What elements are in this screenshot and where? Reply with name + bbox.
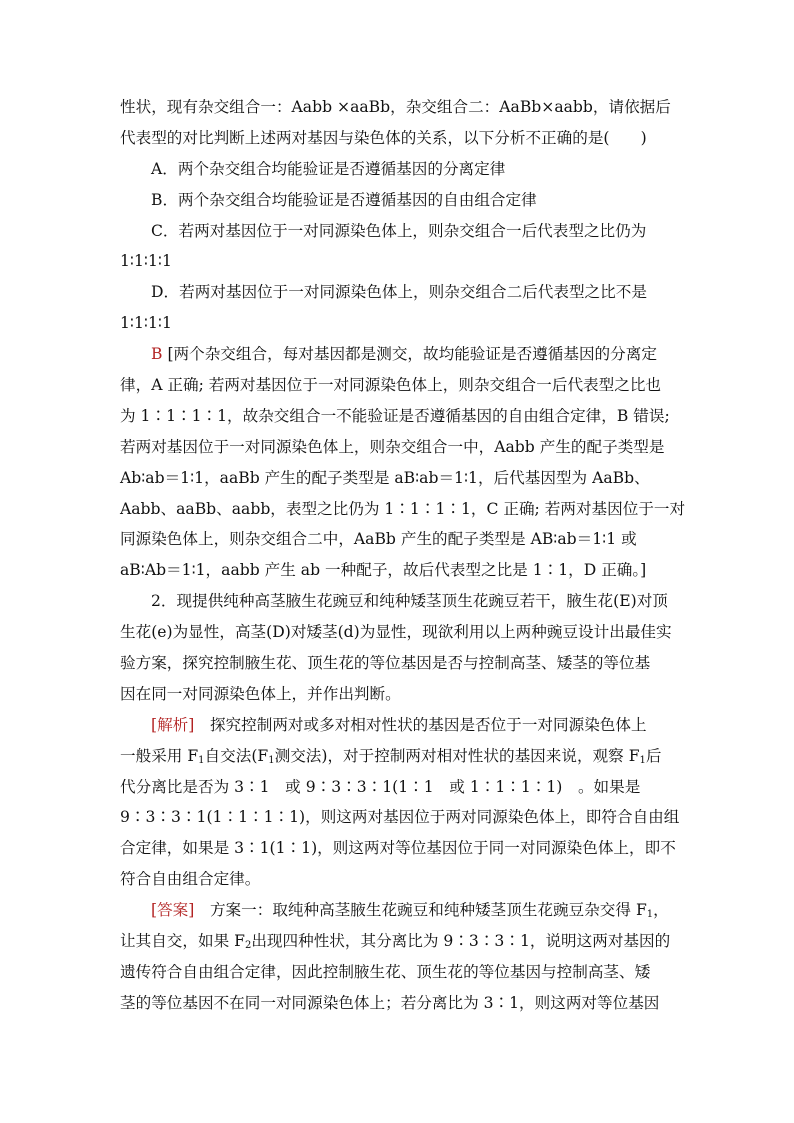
q1-option-d-line-2: 1∶1∶1∶1 <box>120 314 172 333</box>
q2-answer-line-4: 茎的等位基因不在同一对同源染色体上；若分离比为 3∶1，则这两对等位基因 <box>120 993 660 1012</box>
q2-answer-line-2 <box>120 926 672 957</box>
q1-stem-line-2: 代表型的对比判断上述两对基因与染色体的关系，以下分析不正确的是( ) <box>120 128 647 147</box>
answer-text-1a: 方案一：取纯种高茎腋生花豌豆和纯种矮茎顶生花豌豆杂交得 F <box>194 901 647 920</box>
analysis-text-2d: 后 <box>645 746 662 765</box>
q2-analysis-line-5: 合定律，如果是 3∶1(1∶1)，则这两对等位基因位于同一对同源染色体上，即不 <box>120 839 676 858</box>
q1-explanation-line-3: 为 1∶1∶1∶1，故杂交组合一不能验证是否遵循基因的自由组合定律，B 错误; <box>120 406 670 425</box>
q1-option-d-line-1: D．若两对基因位于一对同源染色体上，则杂交组合二后代表型之比不是 <box>151 283 647 302</box>
analysis-text-2c: 测交法)，对于控制两对相对性状的基因来说，观察 F <box>274 746 640 765</box>
q2-stem-line-2: 生花(e)为显性，高茎(D)对矮茎(d)为显性，现欲利用以上两种豌豆设计出最佳实 <box>120 623 672 642</box>
q2-analysis-line-6: 符合自由组合定律。 <box>120 870 261 889</box>
q2-stem-line-4: 因在同一对同源染色体上，并作出判断。 <box>120 684 401 703</box>
document-page <box>120 92 686 1019</box>
q2-stem-line-1: 2．现提供纯种高茎腋生花豌豆和纯种矮茎顶生花豌豆若干，腋生花(E)对顶 <box>151 592 668 611</box>
q1-explanation-text-1: [两个杂交组合，每对基因都是测交，故均能验证是否遵循基因的分离定 <box>167 345 657 364</box>
subscript: 2 <box>244 940 252 952</box>
q1-option-c-line-1: C．若两对基因位于一对同源染色体上，则杂交组合一后代表型之比仍为 <box>151 221 647 240</box>
q1-explanation-line-4: 若两对基因位于一对同源染色体上，则杂交组合一中，Aabb 产生的配子类型是 <box>120 437 665 456</box>
answer-tag: [答案] <box>151 901 195 920</box>
analysis-text-1: 探究控制两对或多对相对性状的基因是否位于一对同源染色体上 <box>194 715 647 734</box>
subscript: 1 <box>639 754 646 766</box>
q2-stem-line-3: 验方案，探究控制腋生花、顶生花的等位基因是否与控制高茎、矮茎的等位基 <box>120 654 651 673</box>
q1-explanation-line-6: Aabb、aaBb、aabb，表型之比仍为 1∶1∶1∶1，C 正确; 若两对基因位于一对 <box>120 499 686 518</box>
q1-option-b: B．两个杂交组合均能验证是否遵循基因的自由组合定律 <box>151 190 537 209</box>
q1-answer-letter: B <box>151 345 163 364</box>
analysis-text-2a: 一般采用 F <box>120 746 199 765</box>
q1-explanation-line-2: 律，A 正确; 若两对基因位于一对同源染色体上，则杂交组合一后代表型之比也 <box>120 376 662 395</box>
subscript: 1 <box>646 909 654 921</box>
q2-analysis-line-1 <box>120 710 672 741</box>
q1-explanation-line-1 <box>120 339 672 370</box>
answer-text-2b: 出现四种性状，其分离比为 9∶3∶3∶1，说明这两对基因的 <box>251 932 671 951</box>
analysis-tag: [解析] <box>151 715 195 734</box>
subscript: 1 <box>198 754 205 766</box>
q1-option-c-line-2: 1∶1∶1∶1 <box>120 252 172 271</box>
q1-explanation-line-7: 同源染色体上，则杂交组合二中，AaBb 产生的配子类型是 AB∶ab＝1∶1 或 <box>120 530 637 549</box>
q1-explanation-line-8: aB∶Ab＝1∶1，aabb 产生 ab 一种配子，故后代表型之比是 1∶1，D 正确。] <box>120 561 647 580</box>
q2-analysis-line-2 <box>120 741 672 772</box>
subscript: 1 <box>268 754 275 766</box>
q1-stem-line-1: 性状，现有杂交组合一：Aabb ×aaBb，杂交组合二：AaBb×aabb，请依据后 <box>120 98 671 116</box>
answer-text-1b: ， <box>653 901 669 920</box>
analysis-text-2b: 自交法(F <box>204 746 269 765</box>
q1-explanation-line-5: Ab∶ab＝1∶1，aaBb 产生的配子类型是 aB∶ab＝1∶1，后代基因型为 AaBb、 <box>120 468 650 487</box>
q2-analysis-line-4: 9∶3∶3∶1(1∶1∶1∶1)，则这两对基因位于两对同源染色体上，即符合自由组 <box>120 808 680 827</box>
q2-answer-line-3: 遗传符合自由组合定律，因此控制腋生花、顶生花的等位基因与控制高茎、矮 <box>120 962 651 981</box>
q1-option-a: A．两个杂交组合均能验证是否遵循基因的分离定律 <box>151 159 506 178</box>
answer-text-2a: 让其自交，如果 F <box>120 932 245 951</box>
q2-answer-line-1 <box>120 895 672 926</box>
q2-analysis-line-3: 代分离比是否为 3∶1 或 9∶3∶3∶1(1∶1 或 1∶1∶1∶1) 。如果是 <box>120 777 641 796</box>
